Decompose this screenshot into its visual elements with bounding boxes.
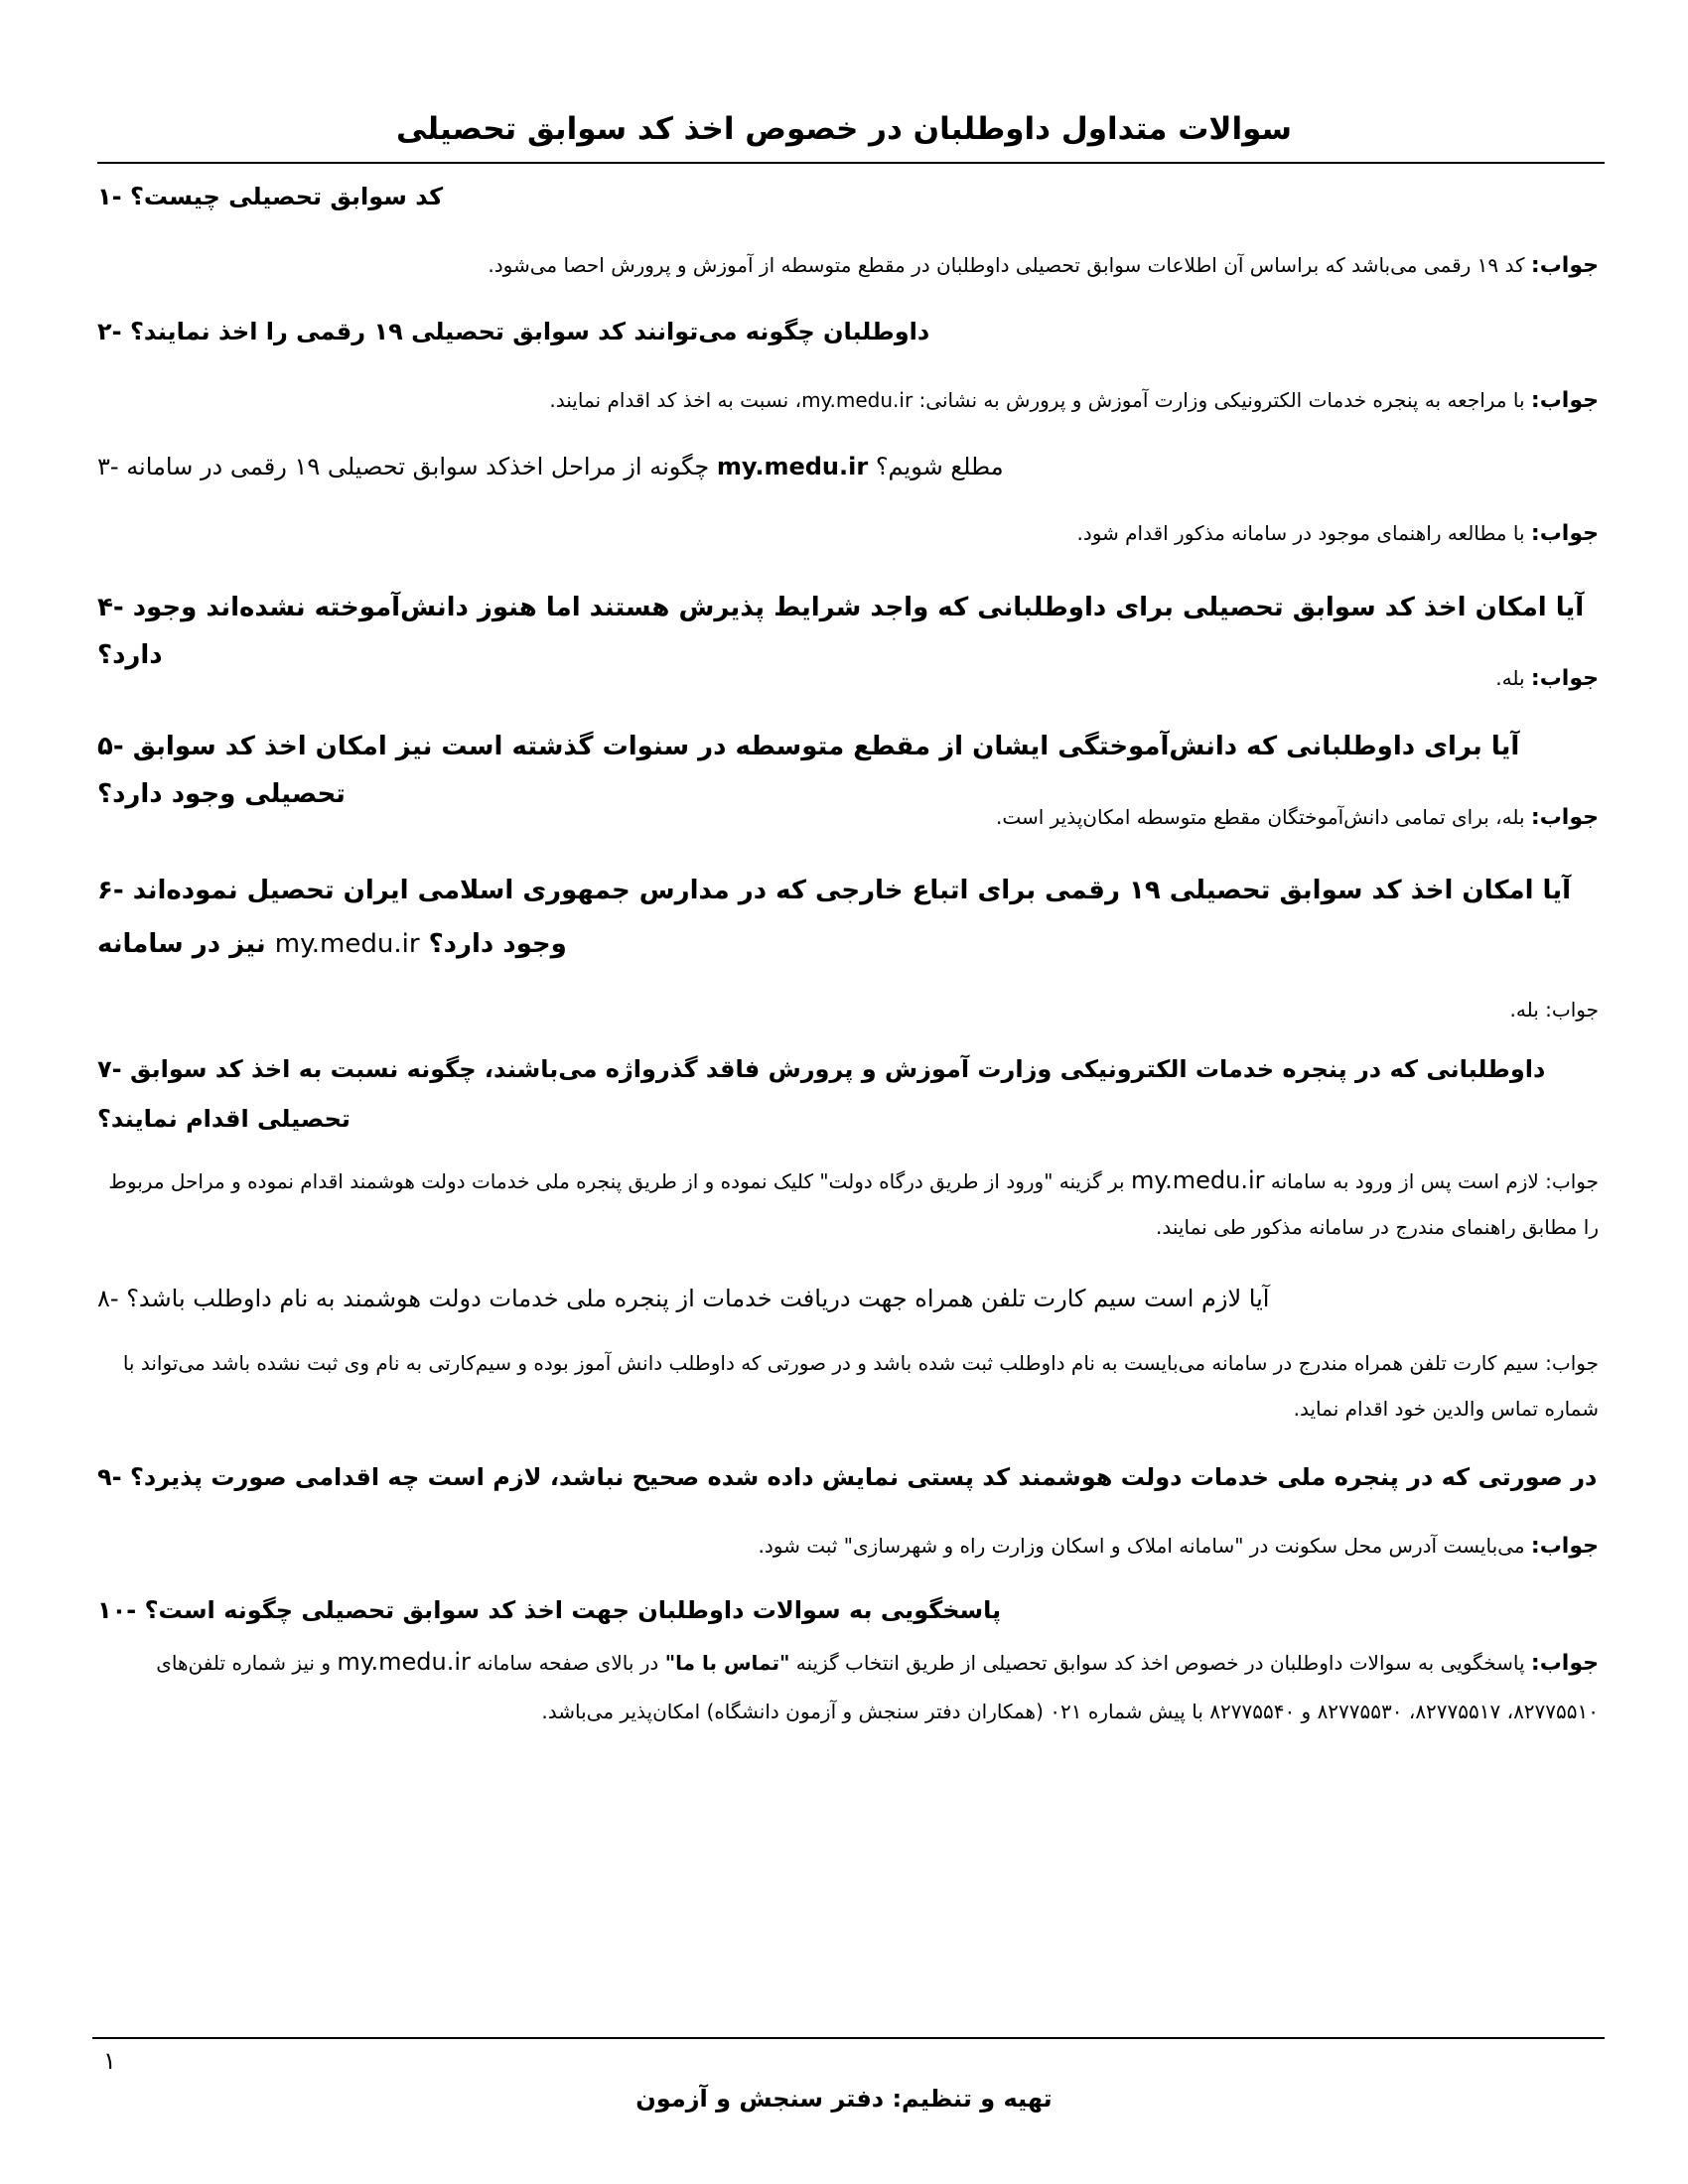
answer-text: با مراجعه به پنجره خدمات الکترونیکی وزارت آموزش و پرورش به نشانی: <box>918 388 1525 412</box>
faq-question: ۱۰- پاسخگویی به سوالات داوطلبان جهت اخذ کد سوابق تحصیلی چگونه است؟ <box>97 1596 1002 1624</box>
answer-text: ، نسبت به اخذ کد اقدام نمایند. <box>549 388 802 412</box>
site-link[interactable]: my.medu.ir <box>801 388 914 412</box>
answer-label: جواب: <box>1545 998 1599 1022</box>
site-link[interactable]: my.medu.ir <box>274 929 420 959</box>
answer-label: جواب: <box>1530 388 1599 413</box>
faq-answer-4 <box>97 657 1599 700</box>
faq-answer <box>97 989 1599 1030</box>
page-number: ۱ <box>103 2047 116 2075</box>
faq-answer-7 <box>97 1158 1599 1250</box>
faq-answer-3 <box>97 512 1599 555</box>
faq-item-3 <box>97 445 1599 488</box>
faq-item-2 <box>97 310 1599 353</box>
faq-item-6 <box>97 864 1599 971</box>
faq-answer-8 <box>97 1340 1599 1432</box>
question-text: ۶- آیا امکان اخذ کد سوابق تحصیلی ۱۹ رقمی برای اتباع خارجی که در مدارس جمهوری اسلامی ایران تحصیل نموده‌اند نیز در سامانه <box>97 876 1571 959</box>
answer-text: بله. <box>1495 666 1525 690</box>
answer-text: لازم است پس از ورود به سامانه <box>1270 1169 1539 1193</box>
faq-answer <box>97 379 1599 422</box>
answer-label: جواب: <box>1530 805 1599 830</box>
faq-item-8 <box>97 1277 1599 1320</box>
answer-label: جواب: <box>1545 1351 1599 1375</box>
faq-answer-10 <box>97 1638 1599 1735</box>
answer-label: جواب: <box>1545 1169 1599 1193</box>
answer-text: بله، برای تمامی دانش‌آموختگان مقطع متوسطه امکان‌پذیر است. <box>995 805 1525 829</box>
answer-text: بله. <box>1509 998 1539 1022</box>
faq-item-10 <box>97 1588 1599 1632</box>
answer-label: جواب: <box>1530 253 1599 278</box>
answer-text: بر گزینه "ورود از طریق درگاه دولت" کلیک نموده و از طریق پنجره ملی خدمات دولت هوشمند اقدام نموده و مراحل مربوط را مطابق راهنمای مندرج در سامانه مذکور طی نمایند. <box>108 1169 1599 1239</box>
faq-question <box>97 864 1599 971</box>
faq-question <box>97 445 1599 488</box>
faq-question: ۲- داوطلبان چگونه می‌توانند کد سوابق تحصیلی ۱۹ رقمی را اخذ نمایند؟ <box>97 318 930 345</box>
faq-answer-5 <box>97 796 1599 839</box>
faq-question: ۵- آیا برای داوطلبانی که دانش‌آموختگی ایشان از مقطع متوسطه در سنوات گذشته است نیز امکان اخذ کد سوابق تحصیلی وجود دارد؟ <box>97 732 1520 809</box>
faq-question: ۱- کد سوابق تحصیلی چیست؟ <box>97 183 444 210</box>
faq-answer <box>97 1158 1599 1250</box>
question-text: مطلع شویم؟ <box>875 453 1004 480</box>
faq-answer <box>97 1340 1599 1432</box>
answer-label: جواب: <box>1530 1534 1599 1559</box>
page-title: سوالات متداول داوطلبان در خصوص اخذ کد سوابق تحصیلی <box>396 111 1292 147</box>
faq-answer <box>97 244 1599 287</box>
contact-us-option: "تماس با ما" <box>664 1651 790 1675</box>
footer-credit: تهیه و تنظیم: دفتر سنجش و آزمون <box>635 2085 1053 2113</box>
faq-answer <box>97 796 1599 839</box>
question-text: ۳- چگونه از مراحل اخذکد سوابق تحصیلی ۱۹ رقمی در سامانه <box>97 453 710 480</box>
answer-text: در بالای صفحه سامانه <box>477 1651 659 1675</box>
answer-text: با مطالعه راهنمای موجود در سامانه مذکور اقدام شود. <box>1076 521 1525 545</box>
faq-item-9 <box>97 1455 1599 1499</box>
site-link[interactable]: my.medu.ir <box>1130 1166 1265 1194</box>
header-divider <box>97 162 1605 164</box>
faq-question: ۴- آیا امکان اخذ کد سوابق تحصیلی برای داوطلبانی که واجد شرایط پذیرش هستند اما هنوز دانش‌آموخته نشده‌اند وجود دارد؟ <box>97 593 1585 670</box>
faq-answer <box>97 1638 1599 1735</box>
answer-label: جواب: <box>1530 1651 1599 1676</box>
site-link[interactable]: my.medu.ir <box>337 1648 471 1676</box>
faq-answer-1 <box>97 244 1599 287</box>
answer-label: جواب: <box>1530 666 1599 691</box>
answer-label: جواب: <box>1530 521 1599 546</box>
faq-item-1 <box>97 175 1599 218</box>
faq-question: ۹- در صورتی که در پنجره ملی خدمات دولت هوشمند کد پستی نمایش داده شده صحیح نباشد، لازم است چه اقدامی صورت پذیرد؟ <box>97 1463 1598 1491</box>
site-link[interactable]: my.medu.ir <box>716 453 869 480</box>
footer-divider <box>92 2037 1605 2039</box>
answer-text: و نیز شماره تلفن‌های ۸۲۷۷۵۵۱۰، ۸۲۷۷۵۵۱۷، ۸۲۷۷۵۵۳۰ و ۸۲۷۷۵۵۴۰ با پیش شماره ۰۲۱ (همکاران دفتر سنجش و آزمون دانشگاه) امکان‌پذیر می‌باشد. <box>156 1651 1599 1723</box>
faq-answer <box>97 1525 1599 1568</box>
faq-answer <box>97 512 1599 555</box>
faq-answer <box>97 657 1599 700</box>
answer-text: می‌بایست آدرس محل سکونت در "سامانه املاک و اسکان وزارت راه و شهرسازی" ثبت شود. <box>758 1534 1525 1558</box>
faq-question: ۷- داوطلبانی که در پنجره خدمات الکترونیکی وزارت آموزش و پرورش فاقد گذرواژه می‌باشند، چگونه نسبت به اخذ کد سوابق تحصیلی اقدام نمایند؟ <box>97 1055 1546 1133</box>
answer-text: پاسخگویی به سوالات داوطلبان در خصوص اخذ کد سوابق تحصیلی از طریق انتخاب گزینه <box>795 1651 1525 1675</box>
answer-text: سیم کارت تلفن همراه مندرج در سامانه می‌بایست به نام داوطلب ثبت شده باشد و در صورتی که داوطلب دانش آموز بوده و سیم‌کارتی به نام وی ثبت نشده باشد می‌تواند با شماره تماس والدین خود اقدام نماید. <box>122 1351 1599 1421</box>
answer-text: کد ۱۹ رقمی می‌باشد که براساس آن اطلاعات سوابق تحصیلی داوطلبان در مقطع متوسطه از آموزش و پرورش احصا می‌شود. <box>488 253 1525 277</box>
question-text: وجود دارد؟ <box>428 929 567 959</box>
faq-answer-9 <box>97 1525 1599 1568</box>
faq-answer-6 <box>97 989 1599 1030</box>
faq-item-7 <box>97 1044 1599 1144</box>
faq-question: ۸- آیا لازم است سیم کارت تلفن همراه جهت دریافت خدمات از پنجره ملی خدمات دولت هوشمند به نام داوطلب باشد؟ <box>97 1285 1270 1312</box>
faq-answer-2 <box>97 379 1599 422</box>
